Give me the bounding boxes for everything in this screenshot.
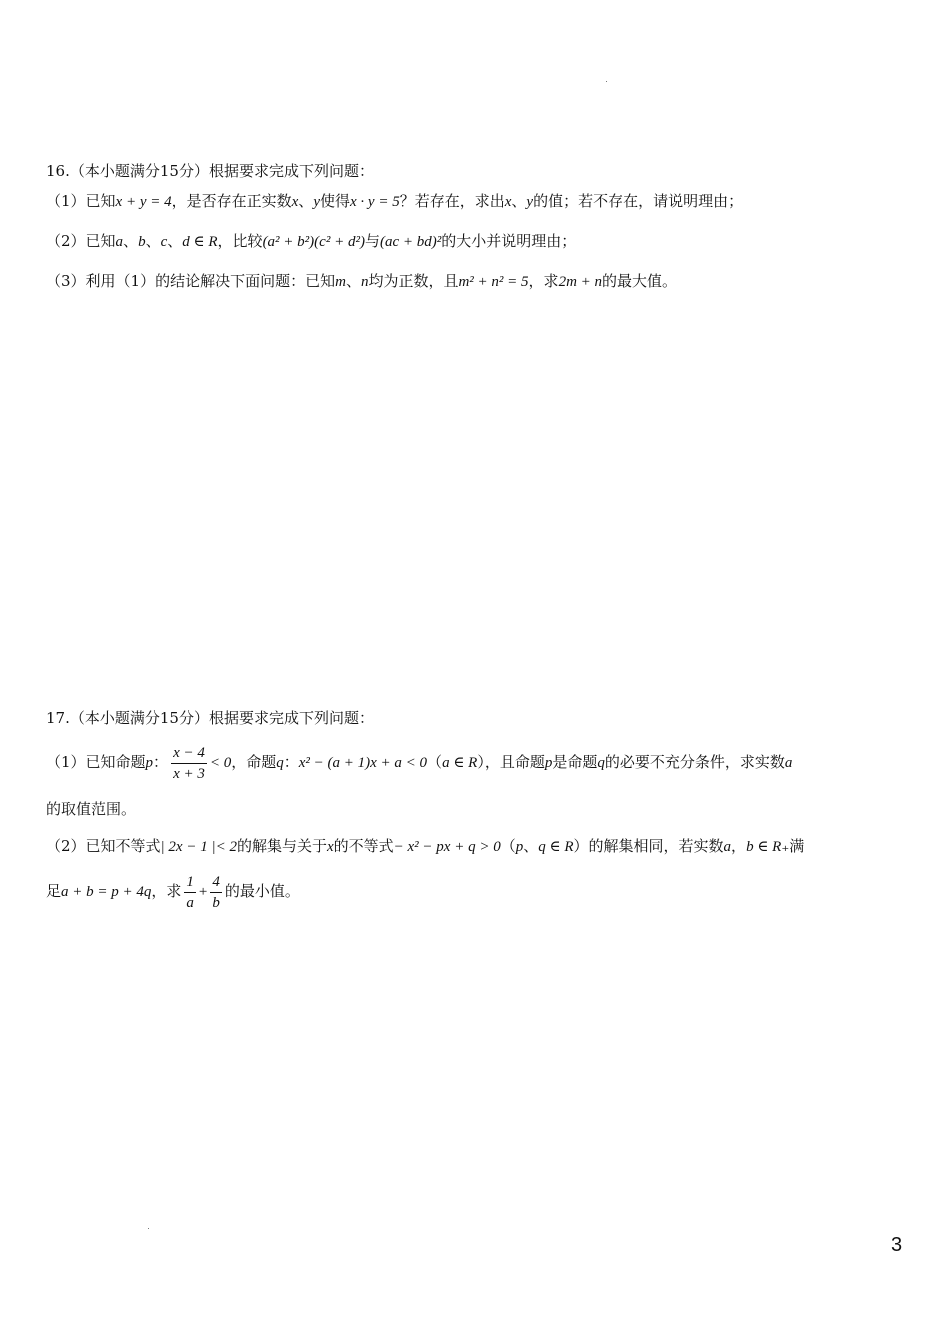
q16-part1: （1）已知x + y = 4，是否存在正实数x、y使得x · y = 5？若存在，求出x、y的值；若不存在，请说明理由；	[46, 192, 744, 210]
fraction-1-over-a: $\frac{1}{a}$	[186, 873, 194, 911]
q16-header: 16.（本小题满分15分）根据要求完成下列问题：	[46, 162, 374, 180]
q17-part1: （1）已知命题p： $\frac{x - 4}{x + 3}$ < 0，命题q：x² − (a + 1)x + a < 0（a ∈ R），且命题p是命题q的必要不充分条件，求实数a	[46, 744, 793, 782]
fraction-x-minus-4-over-x-plus-3: $\frac{x - 4}{x + 3}$	[173, 744, 205, 782]
scan-speck	[606, 81, 607, 82]
fraction-4-over-b: $\frac{4}{b}$	[212, 873, 220, 911]
q17-part1-line2: 的取值范围。	[46, 800, 137, 818]
scan-speck	[148, 1228, 149, 1229]
q17-part2-line2: 足a + b = p + 4q，求 $\frac{1}{a}$ + $\frac{4}{b}$ 的最小值。	[46, 873, 300, 911]
q17-header: 17.（本小题满分15分）根据要求完成下列问题：	[46, 709, 374, 727]
q17-part2: （2）已知不等式| 2x − 1 |< 2的解集与关于x的不等式− x² − px + q > 0（p、q ∈ R）的解集相同，若实数a，b ∈ R₊满	[46, 837, 805, 855]
q16-part2: （2）已知a、b、c、d ∈ R，比较(a² + b²)(c² + d²)与(ac + bd)²的大小并说明理由；	[46, 232, 577, 250]
q16-part3: （3）利用（1）的结论解决下面问题：已知m、n均为正数，且m² + n² = 5，求2m + n的最大值。	[46, 272, 678, 290]
page-number: 3	[891, 1234, 903, 1256]
